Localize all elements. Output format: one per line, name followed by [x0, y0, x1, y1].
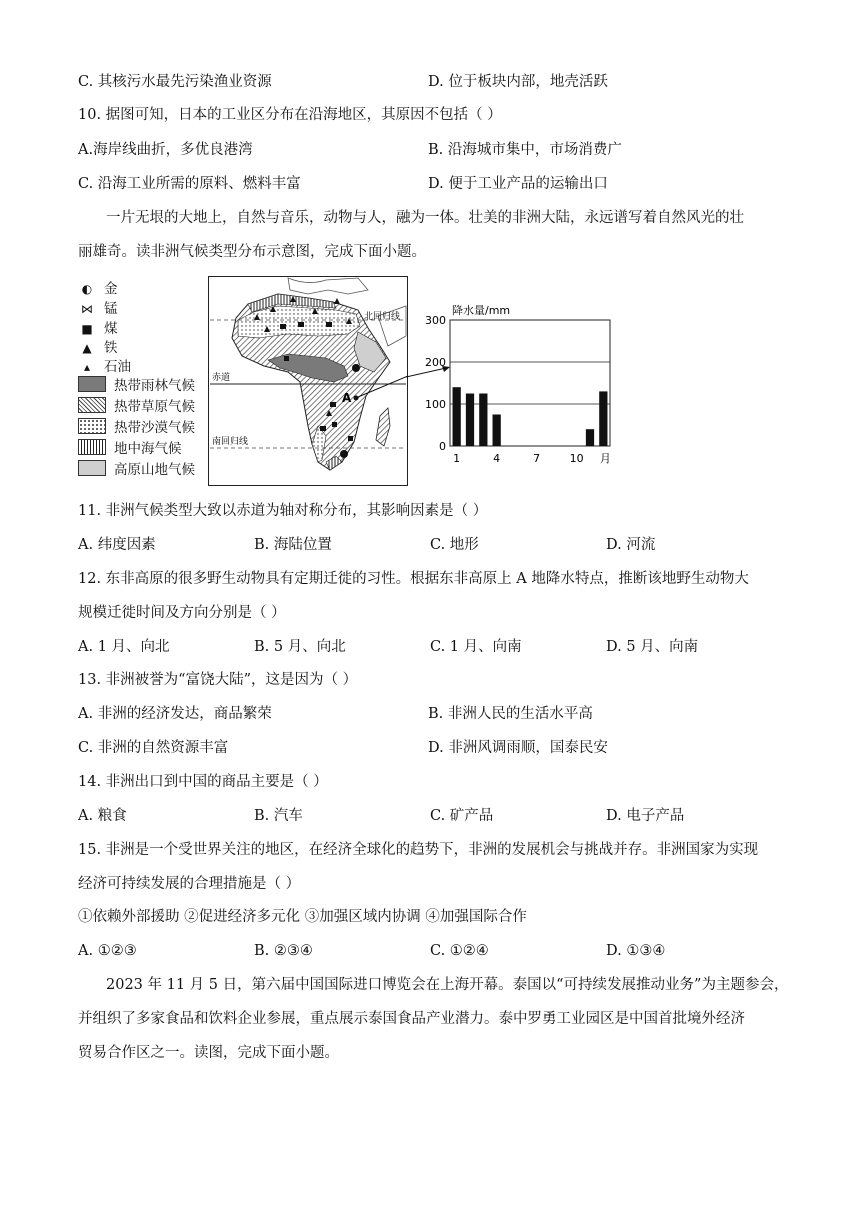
precip-bar	[479, 394, 487, 447]
coal-icon: ■	[81, 322, 93, 336]
q10-option-c: C. 沿海工业所需的原料、燃料丰富	[78, 176, 301, 192]
point-a-marker	[354, 396, 359, 401]
q12-option-d: D. 5 月、向南	[606, 639, 699, 655]
legend-label-highland: 高原山地气候	[114, 462, 195, 478]
tropic-north-label: 北回归线	[364, 312, 401, 322]
legend-label-desert: 热带沙漠气候	[114, 420, 195, 436]
q9-option-d: D. 位于板块内部，地壳活跃	[428, 74, 608, 90]
coal-icon	[284, 356, 289, 361]
question-11: 11. 非洲气候类型大致以赤道为轴对称分布，其影响因素是（ ）	[78, 503, 488, 519]
q11-option-d: D. 河流	[606, 537, 656, 553]
q11-option-a: A. 纬度因素	[78, 537, 156, 553]
legend-swatch-mediterranean	[78, 439, 106, 455]
legend-label-rainforest: 热带雨林气候	[114, 378, 195, 394]
q10-option-d: D. 便于工业产品的运输出口	[428, 176, 608, 192]
q14-option-b: B. 汽车	[254, 808, 303, 824]
q13-option-d: D. 非洲风调雨顺，国泰民安	[428, 740, 608, 756]
africa-intro-line2: 丽雄奇。读非洲气候类型分布示意图，完成下面小题。	[78, 244, 426, 260]
y-tick-label: 300	[425, 314, 446, 327]
coal-icon	[348, 436, 353, 441]
y-tick-label: 100	[425, 398, 446, 411]
precip-bar	[493, 415, 501, 447]
q15-option-c: C. ①②④	[430, 943, 489, 959]
gold-icon	[340, 450, 348, 458]
y-tick-label: 0	[439, 440, 446, 453]
q13-option-b: B. 非洲人民的生活水平高	[428, 706, 593, 722]
x-tick-label: 4	[493, 452, 501, 465]
thailand-intro-line3: 贸易合作区之一。读图，完成下面小题。	[78, 1045, 339, 1061]
tropic-south-label: 南回归线	[212, 437, 249, 447]
legend-swatch-desert	[78, 418, 106, 434]
precip-bar	[599, 391, 607, 446]
q12-option-a: A. 1 月、向北	[78, 639, 170, 655]
gold-icon	[352, 364, 360, 372]
manganese-icon	[298, 322, 304, 327]
africa-climate-map	[208, 276, 408, 486]
q9-option-c: C. 其核污水最先污染渔业资源	[78, 74, 272, 90]
q13-option-c: C. 非洲的自然资源丰富	[78, 740, 229, 756]
q14-option-c: C. 矿产品	[430, 808, 494, 824]
question-15-line2: 经济可持续发展的合理措施是（ ）	[78, 876, 301, 892]
q15-option-d: D. ①③④	[606, 943, 666, 959]
precipitation-chart	[418, 300, 618, 470]
q14-option-d: D. 电子产品	[606, 808, 685, 824]
q11-option-c: C. 地形	[430, 537, 479, 553]
legend-label-savanna: 热带草原气候	[114, 399, 195, 415]
q11-option-b: B. 海陆位置	[254, 537, 332, 553]
legend-swatch-highland	[78, 460, 106, 476]
q13-option-a: A. 非洲的经济发达，商品繁荣	[78, 706, 272, 722]
gold-icon: ◐	[81, 282, 93, 296]
question-12-line1: 12. 东非高原的很多野生动物具有定期迁徙的习性。根据东非高原上 A 地降水特点，推断该地野生动物大	[78, 571, 749, 587]
precip-bar	[453, 387, 461, 446]
question-13: 13. 非洲被誉为“富饶大陆”，这是因为（ ）	[78, 672, 358, 688]
legend-label-mediterranean: 地中海气候	[114, 441, 182, 457]
question-15-line1: 15. 非洲是一个受世界关注的地区，在经济全球化的趋势下，非洲的发展机会与挑战并存。非洲国家为实现	[78, 842, 759, 858]
q14-option-a: A. 粮食	[78, 808, 127, 824]
x-unit-label: 月	[599, 452, 611, 465]
question-14: 14. 非洲出口到中国的商品主要是（ ）	[78, 774, 328, 790]
legend-iron: ▲ 铁	[78, 336, 118, 354]
oil-icon: ▴	[83, 360, 91, 374]
x-tick-label: 1	[453, 452, 461, 465]
point-a-label: A	[342, 391, 352, 405]
q12-option-b: B. 5 月、向北	[254, 639, 346, 655]
equator-label: 赤道	[212, 373, 231, 383]
manganese-icon	[330, 402, 336, 407]
question-12-line2: 规模迁徙时间及方向分别是（ ）	[78, 605, 286, 621]
legend-manganese: ⋈ 锰	[78, 297, 118, 315]
manganese-icon	[320, 426, 326, 431]
thailand-intro-line2: 并组织了多家食品和饮料企业参展，重点展示泰国食品产业潜力。泰中罗勇工业园区是中国首批境外经济	[78, 1011, 745, 1027]
legend-gold: ◐ 金	[78, 277, 118, 295]
q15-statements: ①依赖外部援助 ②促进经济多元化 ③加强区域内协调 ④加强国际合作	[78, 909, 527, 925]
precip-bar	[466, 394, 474, 447]
y-axis-label: 降水量/mm	[452, 304, 511, 317]
legend-swatch-rainforest	[78, 376, 106, 392]
precip-bar	[586, 429, 594, 446]
africa-intro-line1: 一片无垠的大地上，自然与音乐，动物与人，融为一体。壮美的非洲大陆，永远谱写着自然风光的壮	[106, 210, 744, 226]
coal-icon	[332, 422, 337, 427]
q12-option-c: C. 1 月、向南	[430, 639, 522, 655]
y-tick-label: 200	[425, 356, 446, 369]
legend-coal: ■ 煤	[78, 317, 118, 335]
q10-option-b: B. 沿海城市集中，市场消费广	[428, 142, 622, 158]
manganese-icon	[280, 324, 286, 329]
manganese-icon	[326, 322, 332, 327]
x-tick-label: 7	[533, 452, 541, 465]
legend-swatch-savanna	[78, 397, 106, 413]
q15-option-b: B. ②③④	[254, 943, 313, 959]
q15-option-a: A. ①②③	[78, 943, 137, 959]
iron-icon: ▲	[82, 341, 92, 355]
x-tick-label: 10	[569, 452, 584, 465]
manganese-icon: ⋈	[81, 302, 93, 316]
q10-option-a: A.海岸线曲折，多优良港湾	[78, 142, 253, 158]
question-10: 10. 据图可知，日本的工业区分布在沿海地区，其原因不包括（ ）	[78, 107, 502, 123]
legend-oil: ▴ 石油	[78, 355, 131, 373]
thailand-intro-line1: 2023 年 11 月 5 日，第六届中国国际进口博览会在上海开幕。泰国以“可持续发展推动业务”为主题参会，	[106, 977, 789, 993]
